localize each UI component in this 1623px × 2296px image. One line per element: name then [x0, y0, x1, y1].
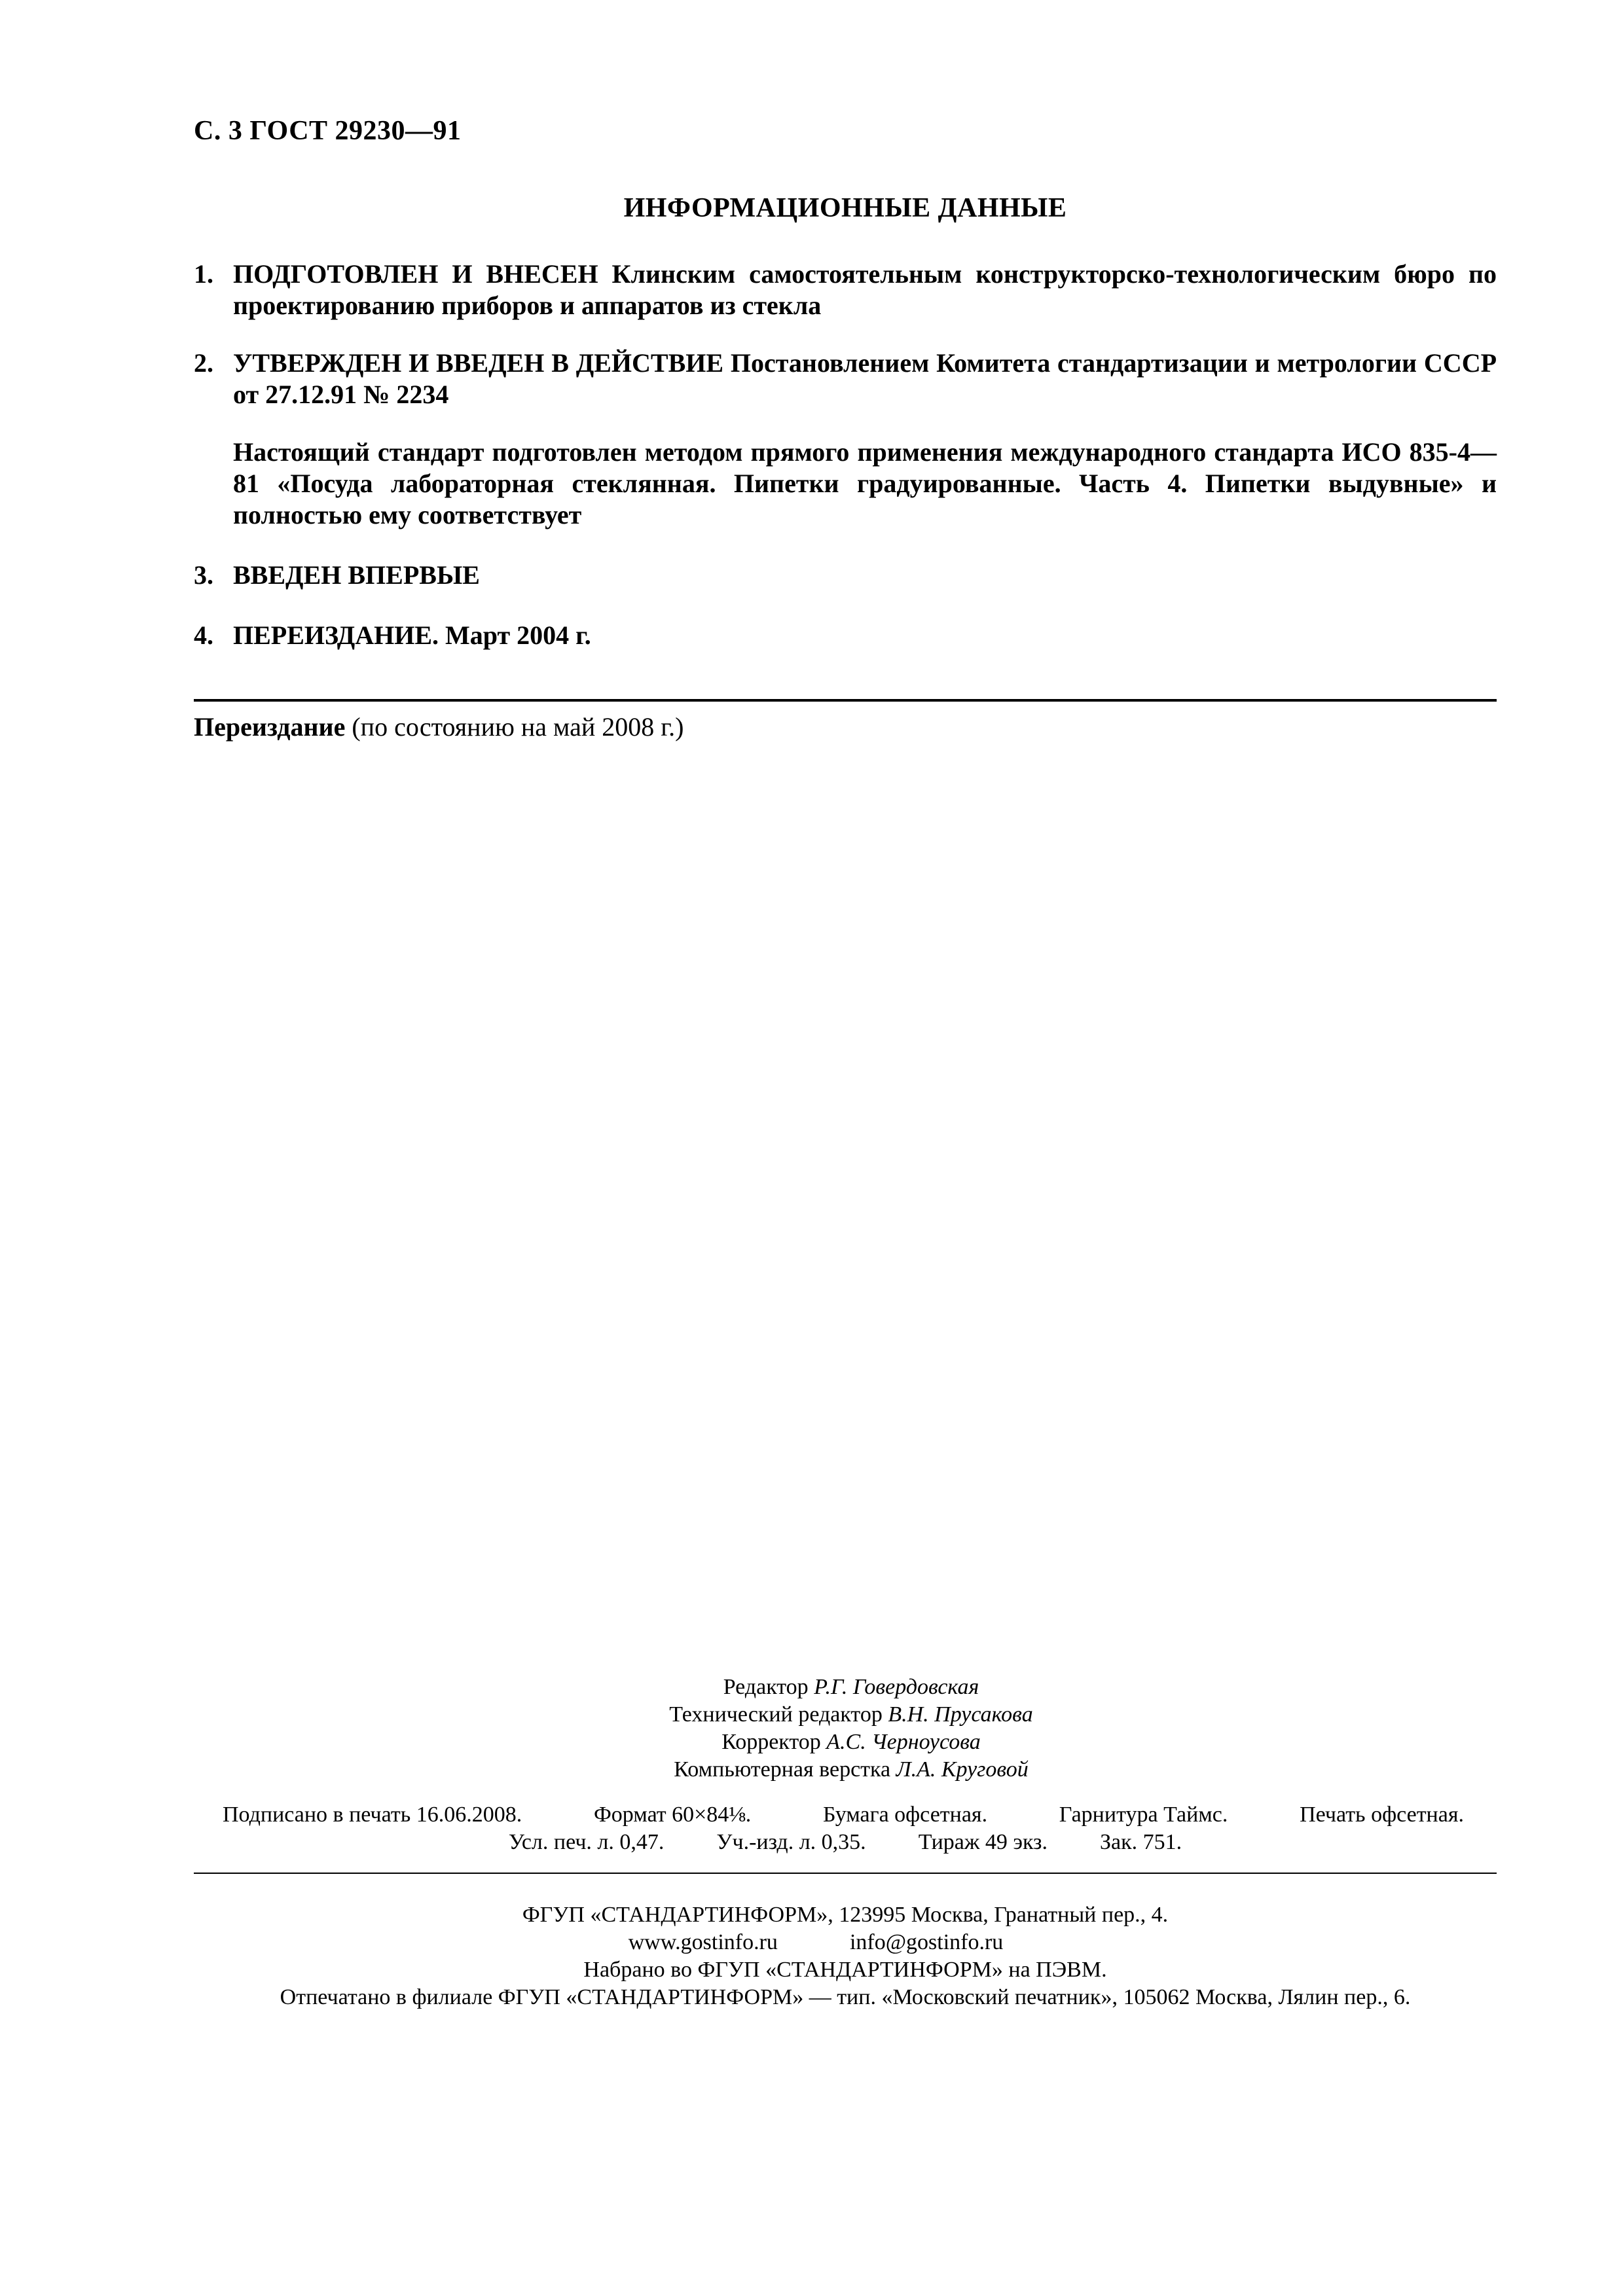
publisher-block [194, 1901, 1497, 2011]
print-typeface: Гарнитура Таймс. [1059, 1803, 1228, 1827]
info-items-list [194, 259, 1497, 651]
publisher-address: ФГУП «СТАНДАРТИНФОРМ», 123995 Москва, Гранатный пер., 4. [522, 1903, 1169, 1927]
print-printing: Печать офсетная. [1300, 1803, 1464, 1827]
page-header: С. 3 ГОСТ 29230—91 [194, 116, 462, 146]
divider-rule [194, 1873, 1497, 1874]
item-text: Март 2004 г. [445, 620, 591, 650]
item-number: 4. [194, 620, 213, 650]
info-item-2 [194, 348, 1497, 410]
publisher-email: info@gostinfo.ru [849, 1930, 1004, 1954]
item-text: Клинским самостоятельным конструкторско-технологическим бюро по проектированию приборов и аппаратов из стекла [233, 259, 1497, 320]
credit-name: А.С. Черноусова [826, 1730, 981, 1754]
print-order: Зак. 751. [1099, 1830, 1182, 1854]
print-format: Формат 60×84⅛. [593, 1803, 752, 1827]
publisher-typeset: Набрано во ФГУП «СТАНДАРТИНФОРМ» на ПЭВМ. [583, 1958, 1107, 1982]
item-number: 1. [194, 259, 213, 289]
info-item-1 [194, 259, 1497, 321]
info-item-3 [194, 560, 1497, 591]
print-signed: Подписано в печать 16.06.2008. [223, 1803, 522, 1827]
reissue-label: Переиздание [194, 712, 346, 742]
credit-tech-editor [458, 1701, 1244, 1729]
item-text: Постановлением Комитета стандартизации и метрологии СССР от 27.12.91 № 2234 [233, 348, 1497, 409]
section-title: ИНФОРМАЦИОННЫЕ ДАННЫЕ [623, 193, 1067, 223]
reissue-line [194, 711, 684, 742]
print-info-row [194, 1801, 1497, 1829]
item-lead: ВВЕДЕН ВПЕРВЫЕ [233, 560, 480, 590]
credit-editor [458, 1674, 1244, 1701]
pub-sheets: Уч.-изд. л. 0,35. [716, 1830, 866, 1854]
credit-role: Редактор [723, 1675, 809, 1699]
credit-name: Р.Г. Говердовская [814, 1675, 979, 1699]
credit-role: Технический редактор [669, 1702, 883, 1727]
item-lead: УТВЕРЖДЕН И ВВЕДЕН В ДЕЙСТВИЕ [233, 348, 724, 378]
credit-name: В.Н. Прусакова [888, 1702, 1033, 1727]
credit-name: Л.А. Круговой [896, 1757, 1029, 1782]
credits-block [458, 1674, 1244, 1784]
item-lead: ПОДГОТОВЛЕН И ВНЕСЕН [233, 259, 598, 289]
credit-layout [458, 1756, 1244, 1784]
credit-corrector [458, 1729, 1244, 1756]
publisher-contacts [135, 1929, 1497, 1956]
item-number: 2. [194, 348, 213, 378]
info-item-4 [194, 620, 1497, 651]
print-sheets: Усл. печ. л. 0,47. [508, 1830, 665, 1854]
print-info-row [194, 1829, 1497, 1856]
item-lead: ПЕРЕИЗДАНИЕ. [233, 620, 439, 650]
print-paper: Бумага офсетная. [823, 1803, 988, 1827]
divider-rule [194, 699, 1497, 702]
print-info-block [194, 1801, 1497, 1856]
credit-role: Компьютерная верстка [674, 1757, 891, 1782]
credit-role: Корректор [721, 1730, 821, 1754]
publisher-website: www.gostinfo.ru [628, 1930, 778, 1954]
publisher-printed: Отпечатано в филиале ФГУП «СТАНДАРТИНФОРМ» — тип. «Московский печатник», 105062 Москва, Лялин пер., 6. [280, 1985, 1411, 2009]
standard-note: Настоящий стандарт подготовлен методом прямого применения международного стандарта ИСО 835-4—81 «Посуда лабораторная стеклянная. Пипетки градуированные. Часть 4. Пипетки выдувные» и полностью ему соответствует [233, 437, 1497, 529]
item-number: 3. [194, 560, 213, 590]
print-circulation: Тираж 49 экз. [918, 1830, 1048, 1854]
reissue-text: (по состоянию на май 2008 г.) [352, 712, 684, 742]
